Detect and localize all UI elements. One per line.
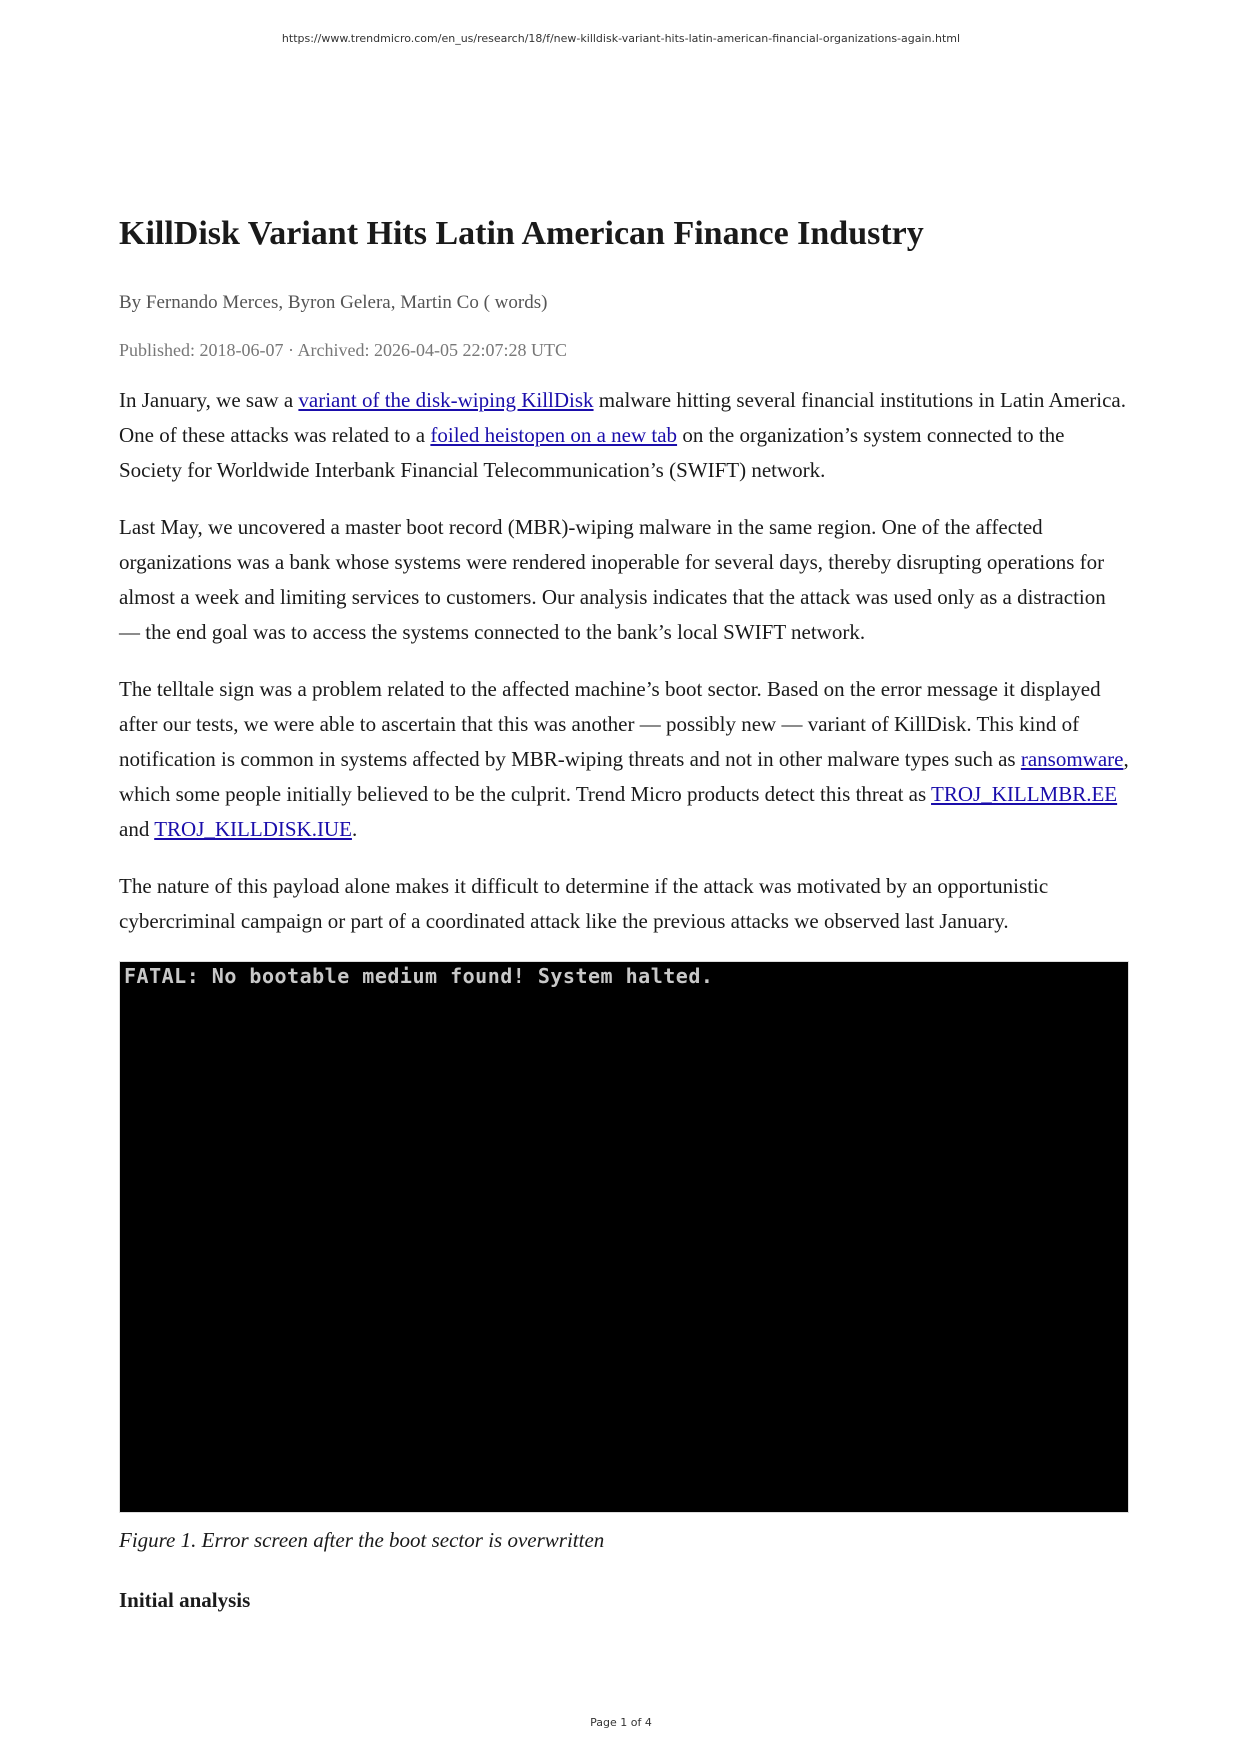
- paragraph-text: The telltale sign was a problem related to the affected machine’s boot sector. Based on the error message it displayed after our tests, we were able to ascertain that this was another — possibly new — variant of KillDisk. This kind of notification is common in systems affected by MBR-wiping threats and not in other malware types such as: [119, 677, 1101, 771]
- paragraph-text: malware hitting several financial institutions in Latin America. One of these attacks was related to a: [119, 388, 1126, 447]
- paragraph-3: [119, 672, 1129, 847]
- paragraph-2: Last May, we uncovered a master boot record (MBR)-wiping malware in the same region. One of the affected organizations was a bank whose systems were rendered inoperable for several days, thereby disrupting operations for almost a week and limiting services to customers. Our analysis indicates that the attack was used only as a distraction — the end goal was to access the systems connected to the bank’s local SWIFT network.: [119, 515, 1106, 644]
- troj-killmbr-link[interactable]: TROJ_KILLMBR.EE: [931, 782, 1118, 806]
- foiled-heist-link[interactable]: foiled heistopen on a new tab: [430, 423, 678, 447]
- byline: By Fernando Merces, Byron Gelera, Martin Co ( words): [119, 292, 548, 313]
- published-date: Published: 2018-06-07 · Archived: 2026-04-05 22:07:28 UTC: [119, 340, 567, 360]
- troj-killdisk-link[interactable]: TROJ_KILLDISK.IUE: [154, 817, 352, 841]
- paragraph-text: and: [119, 817, 155, 841]
- figure-caption: Figure 1. Error screen after the boot sector is overwritten: [119, 1528, 605, 1552]
- article-title: KillDisk Variant Hits Latin American Finance Industry: [119, 215, 924, 252]
- paragraph-text: In January, we saw a: [119, 388, 299, 412]
- paragraph-text: , which some people initially believed to be the culprit. Trend Micro products detect this threat as: [119, 747, 1129, 806]
- paragraph-4: The nature of this payload alone makes it difficult to determine if the attack was motivated by an opportunistic cybercriminal campaign or part of a coordinated attack like the previous attacks we observed last January.: [119, 874, 1049, 933]
- page-number: Page 1 of 4: [590, 1716, 652, 1729]
- section-heading: Initial analysis: [119, 1588, 251, 1612]
- error-screen-figure: [119, 961, 1129, 1513]
- paragraph-text: .: [351, 817, 358, 841]
- paragraph-text: on the organization’s system connected to the Society for Worldwide Interbank Financial Telecommunication’s (SWIFT) network.: [119, 423, 1065, 482]
- article: [119, 212, 1129, 1615]
- killdisk-variant-link[interactable]: variant of the disk-wiping KillDisk: [298, 388, 594, 412]
- paragraph-1: [119, 383, 1129, 488]
- source-url: https://www.trendmicro.com/en_us/research/18/f/new-killdisk-variant-hits-latin-american-financial-organizations-again.html: [281, 32, 961, 45]
- fatal-error-text: FATAL: No bootable medium found! System halted.: [124, 964, 714, 988]
- ransomware-link[interactable]: ransomware: [1020, 747, 1124, 771]
